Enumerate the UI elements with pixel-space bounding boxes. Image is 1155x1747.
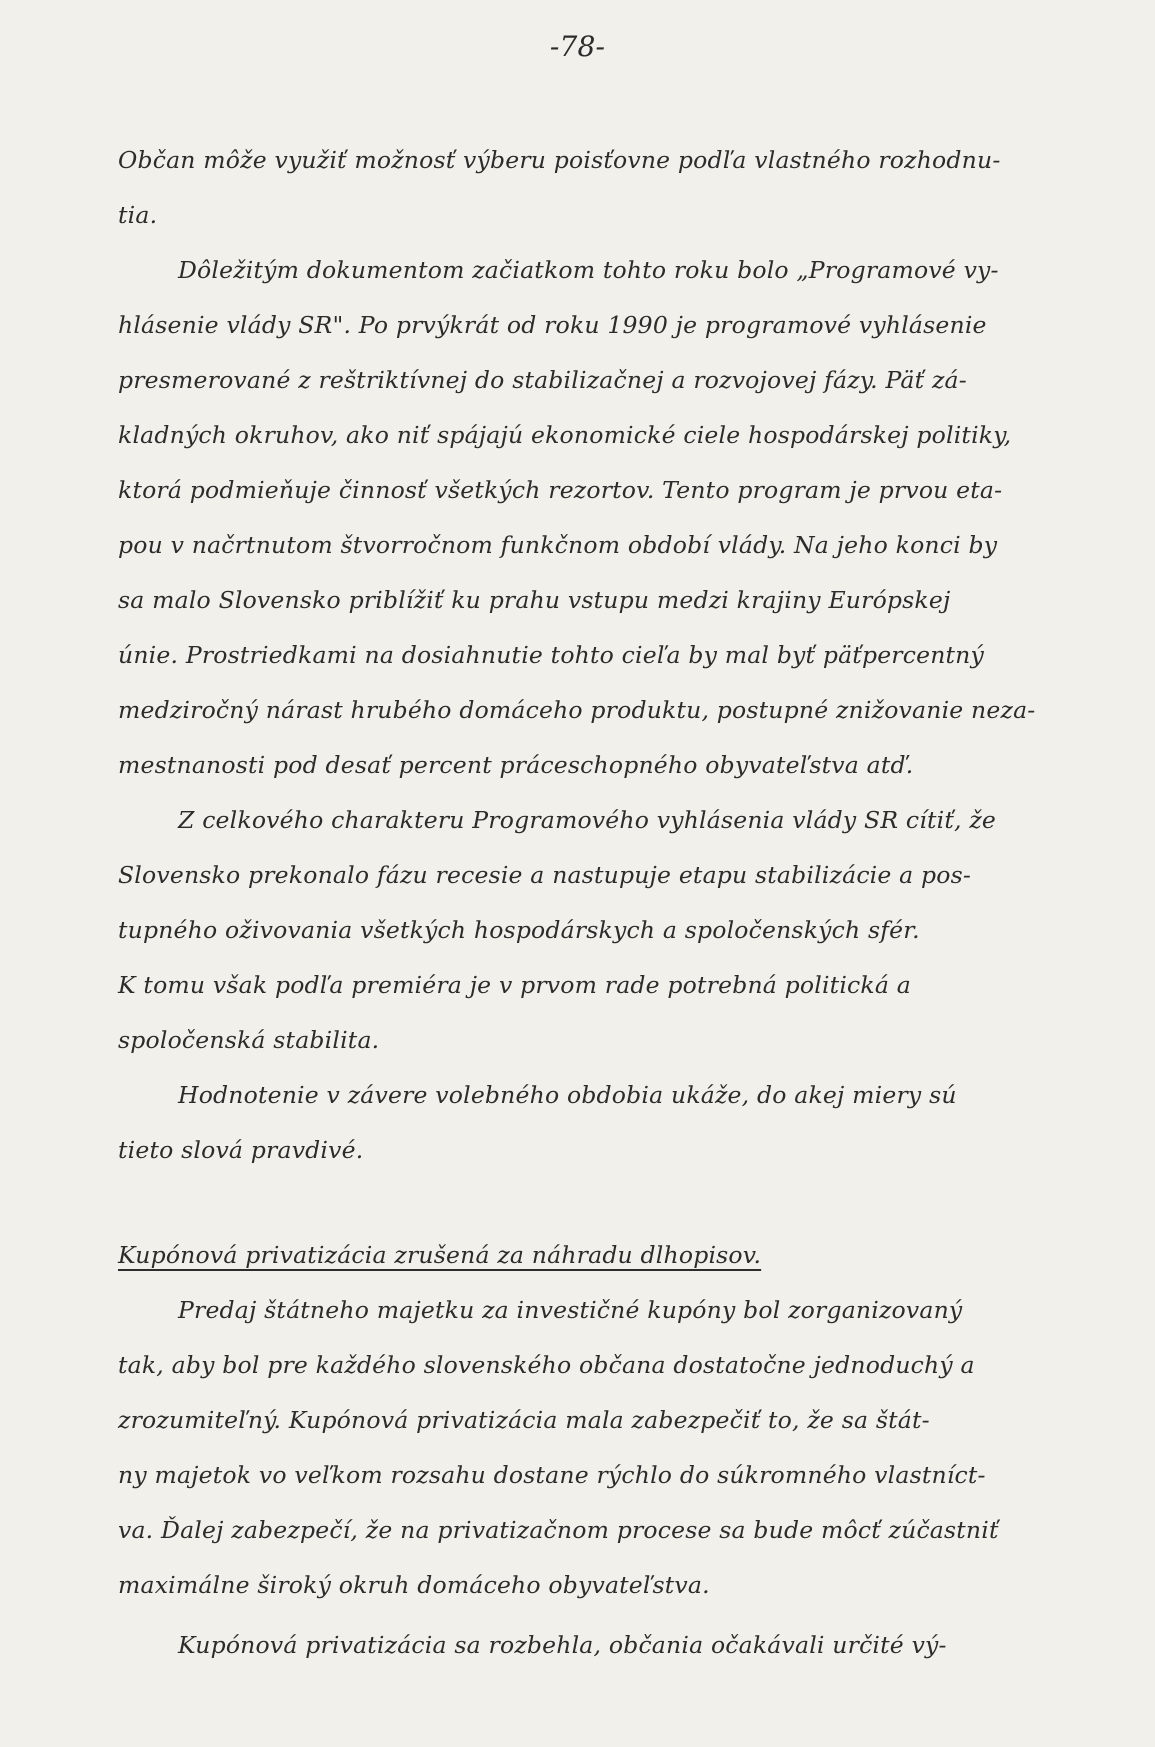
text-line: tieto slová pravdivé. — [118, 1136, 364, 1164]
section-heading: Kupónová privatizácia zrušená za náhradu dlhopisov. — [118, 1241, 762, 1269]
text-line: presmerované z reštriktívnej do stabilizačnej a rozvojovej fázy. Päť zá- — [118, 366, 967, 394]
paragraph-start-line: Kupónová privatizácia sa rozbehla, občania očakávali určité vý- — [178, 1631, 947, 1659]
text-line: tupného oživovania všetkých hospodárskych a spoločenských sfér. — [118, 916, 920, 944]
text-line: K tomu však podľa premiéra je v prvom rade potrebná politická a — [118, 971, 911, 999]
paragraph-start-line: Dôležitým dokumentom začiatkom tohto roku bolo „Programové vy- — [178, 256, 999, 284]
text-line: Občan môže využiť možnosť výberu poisťovne podľa vlastného rozhodnu- — [118, 146, 1001, 174]
text-line: kladných okruhov, ako niť spájajú ekonomické ciele hospodárskej politiky, — [118, 421, 1012, 449]
text-line: hlásenie vlády SR". Po prvýkrát od roku 1990 je programové vyhlásenie — [118, 311, 987, 339]
text-line: zrozumiteľný. Kupónová privatizácia mala zabezpečiť to, že sa štát- — [118, 1406, 930, 1434]
text-line: maximálne široký okruh domáceho obyvateľstva. — [118, 1571, 710, 1599]
text-line: spoločenská stabilita. — [118, 1026, 380, 1054]
paragraph-start-line: Hodnotenie v závere volebného obdobia ukáže, do akej miery sú — [178, 1081, 957, 1109]
text-line: va. Ďalej zabezpečí, že na privatizačnom procese sa bude môcť zúčastniť — [118, 1516, 999, 1544]
paragraph-start-line: Predaj štátneho majetku za investičné kupóny bol zorganizovaný — [178, 1296, 963, 1324]
text-line: mestnanosti pod desať percent práceschopného obyvateľstva atď. — [118, 751, 914, 779]
text-line: únie. Prostriedkami na dosiahnutie tohto cieľa by mal byť päťpercentný — [118, 641, 984, 669]
paragraph-start-line: Z celkového charakteru Programového vyhlásenia vlády SR cítiť, že — [178, 806, 997, 834]
text-line: sa malo Slovensko priblížiť ku prahu vstupu medzi krajiny Európskej — [118, 586, 951, 614]
text-line: tia. — [118, 201, 158, 229]
page-number: -78- — [549, 30, 606, 63]
text-line: ny majetok vo veľkom rozsahu dostane rýchlo do súkromného vlastníct- — [118, 1461, 986, 1489]
text-line: Slovensko prekonalo fázu recesie a nastupuje etapu stabilizácie a pos- — [118, 861, 972, 889]
text-line: medziročný nárast hrubého domáceho produktu, postupné znižovanie neza- — [118, 696, 1036, 724]
text-line: tak, aby bol pre každého slovenského občana dostatočne jednoduchý a — [118, 1351, 975, 1379]
text-line: pou v načrtnutom štvorročnom funkčnom období vlády. Na jeho konci by — [118, 531, 998, 559]
text-line: ktorá podmieňuje činnosť všetkých rezortov. Tento program je prvou eta- — [118, 476, 1003, 504]
